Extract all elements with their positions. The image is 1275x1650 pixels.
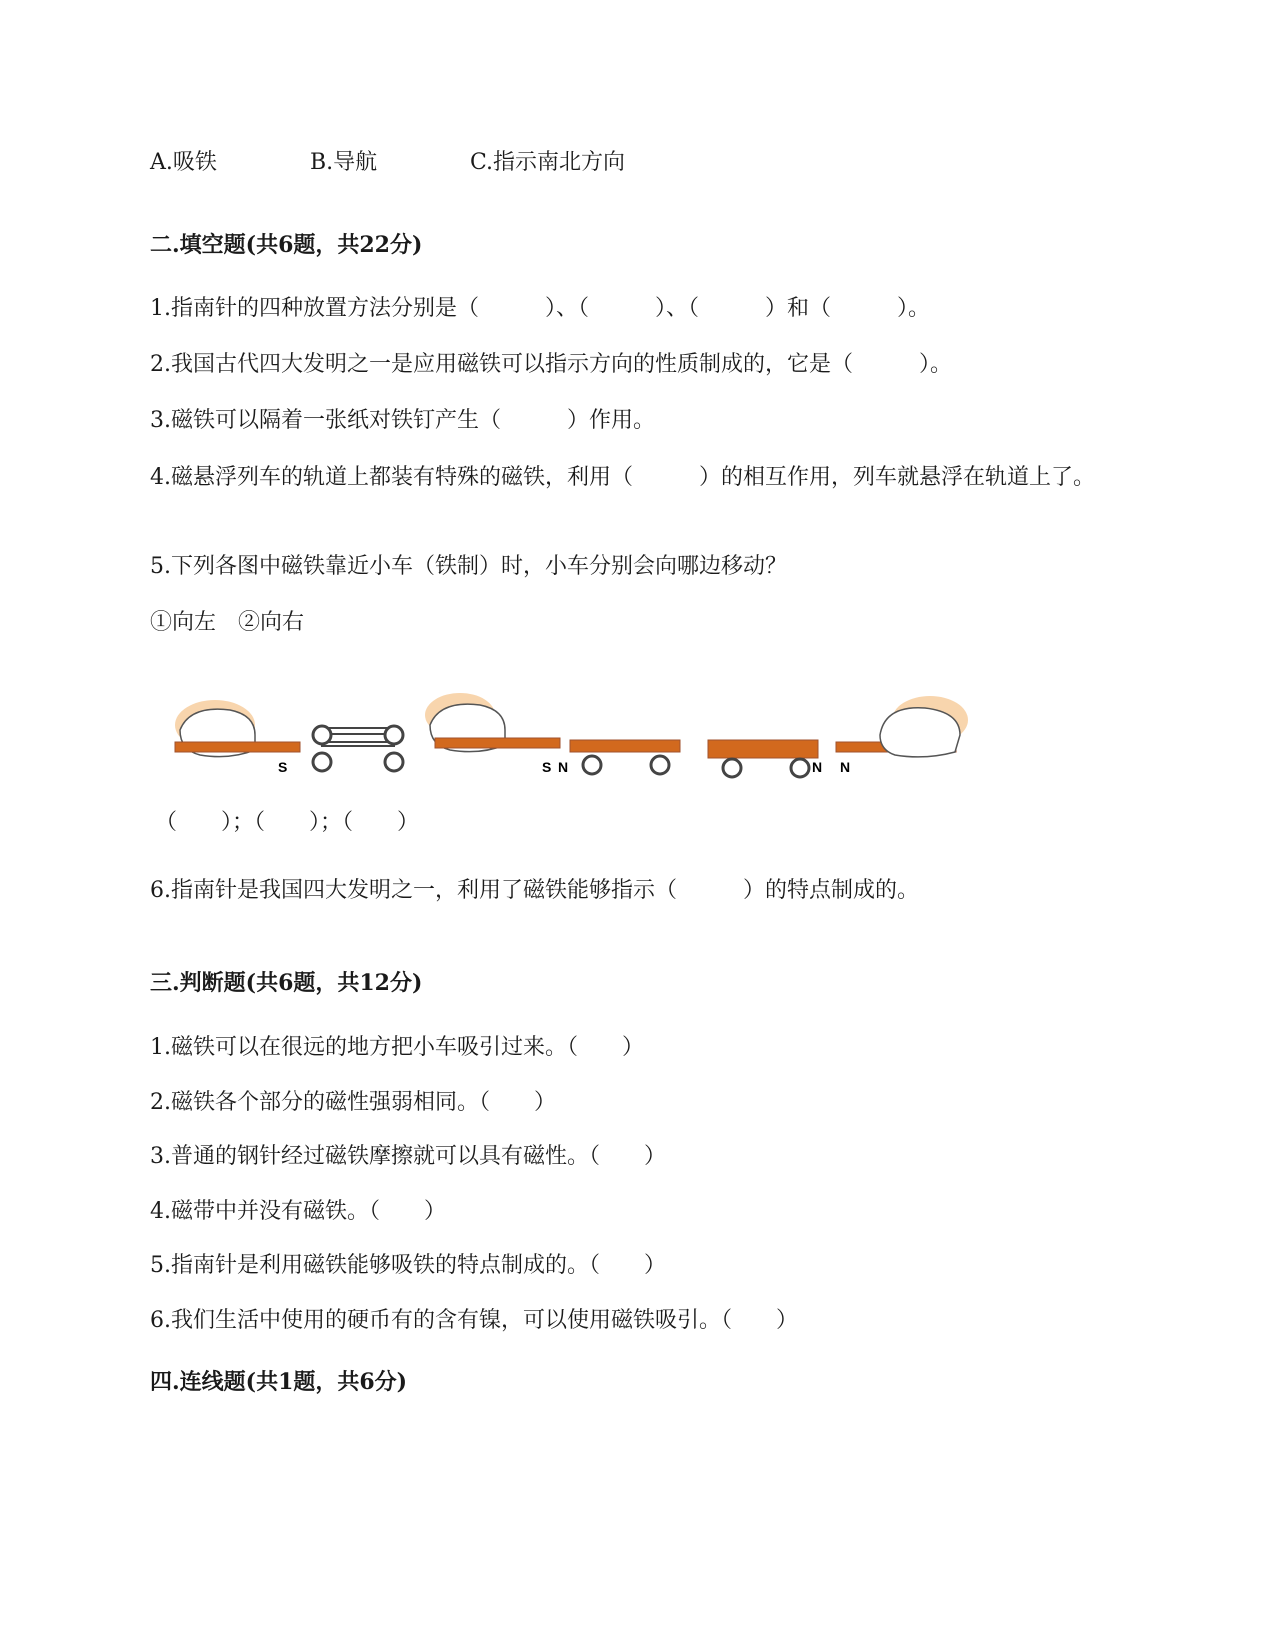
s2-question-5-answers: （ ）；（ ）；（ ） [155,810,420,835]
option-b: B.导航 [310,150,378,175]
pole-label-2: S [542,759,552,775]
cart-1-base [322,742,394,746]
option-c: C.指示南北方向 [470,150,626,175]
panel-1 [175,700,403,775]
s3-question-5: 5.指南针是利用磁铁能够吸铁的特点制成的。（ ） [150,1253,666,1278]
s2-question-5-choices: ①向左 ②向右 [150,610,305,635]
option-a: A.吸铁 [150,150,217,175]
pole-label-4: N [812,759,823,775]
s3-question-1: 1.磁铁可以在很远的地方把小车吸引过来。（ ） [150,1035,644,1060]
magnet-1 [175,742,300,752]
magnet-2 [435,738,560,748]
s3-question-2: 2.磁铁各个部分的磁性强弱相同。（ ） [150,1090,556,1115]
s2-question-5: 5.下列各图中磁铁靠近小车（铁制）时，小车分别会向哪边移动？ [150,554,787,579]
wheel [385,753,403,771]
s2-question-4: 4.磁悬浮列车的轨道上都装有特殊的磁铁，利用（ ）的相互作用，列车就悬浮在轨道上了。 [150,465,1095,490]
pole-label-5: N [840,759,851,775]
cart-2-magnet [570,740,680,752]
pole-label-1: S [278,759,288,775]
wheel [313,726,331,744]
wheel [791,759,809,777]
s2-question-6: 6.指南针是我国四大发明之一，利用了磁铁能够指示（ ）的特点制成的。 [150,878,919,903]
cart-3-magnet [708,740,818,758]
wheel [723,759,741,777]
wheel [651,756,669,774]
s3-question-3: 3.普通的钢针经过磁铁摩擦就可以具有磁性。（ ） [150,1144,666,1169]
pole-label-3: N [558,759,569,775]
section-4-title: 四.连线题(共1题，共6分) [150,1369,408,1395]
cart-1-body [322,728,394,734]
wheel [385,726,403,744]
panel-2 [425,693,680,775]
s2-question-1: 1.指南针的四种放置方法分别是（ ）、（ ）、（ ）和（ ）。 [150,296,930,321]
s2-question-3: 3.磁铁可以隔着一张纸对铁钉产生（ ）作用。 [150,408,655,433]
s3-question-6: 6.我们生活中使用的硬币有的含有镍，可以使用磁铁吸引。（ ） [150,1308,798,1333]
s3-question-4: 4.磁带中并没有磁铁。（ ） [150,1199,446,1224]
wheel [313,753,331,771]
hand-3 [880,708,960,757]
wheel [583,756,601,774]
magnet-cart-figure [160,690,1020,800]
s2-question-2: 2.我国古代四大发明之一是应用磁铁可以指示方向的性质制成的，它是（ ）。 [150,352,952,377]
section-2-title: 二.填空题(共6题，共22分) [150,232,423,258]
section-3-title: 三.判断题(共6题，共12分) [150,970,423,996]
panel-3 [708,696,968,777]
